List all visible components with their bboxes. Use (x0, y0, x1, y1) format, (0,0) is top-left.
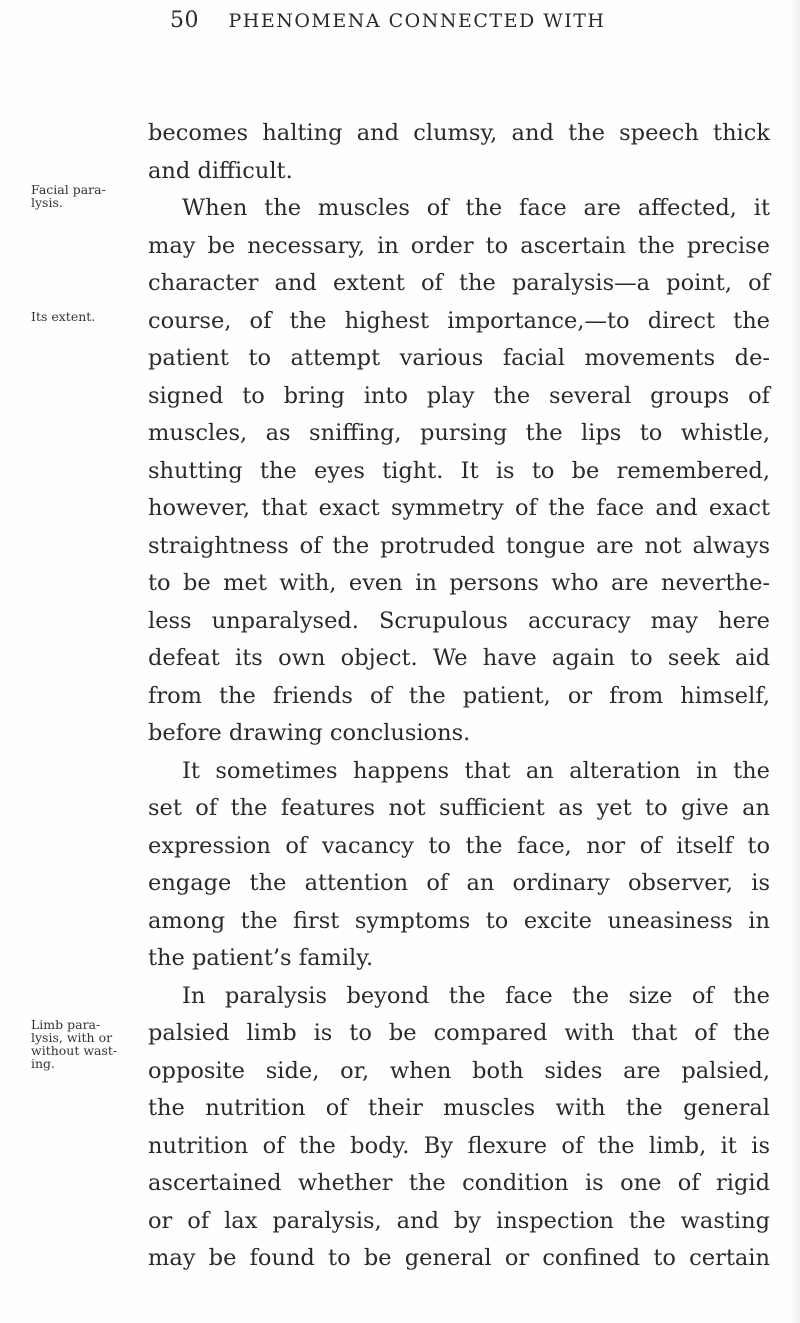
text-line: the nutrition of their muscles with the general (148, 1095, 770, 1121)
text-line: from the friends of the patient, or from himself, (148, 682, 770, 709)
margin-note-limb-paralysis (31, 1018, 149, 1070)
margin-note-its-extent (31, 310, 149, 323)
text-line: however, that exact symmetry of the face and exact (148, 495, 770, 521)
text-line: the patient’s family. (148, 945, 374, 971)
margin-note-line: lysis. (31, 195, 63, 210)
text-line: course, of the highest importance,—to direct the (148, 307, 770, 334)
text-line: shutting the eyes tight. It is to be remembered, (148, 457, 770, 484)
text-line: to be met with, even in persons who are neverthe- (148, 570, 770, 596)
margin-note-facial-paralysis (31, 183, 149, 209)
text-line: In paralysis beyond the face the size of the (182, 982, 770, 1009)
text-line: defeat its own object. We have again to seek aid (148, 645, 770, 671)
text-line: palsied limb is to be compared with that of the (148, 1020, 770, 1046)
text-line: ascertained whether the condition is one of rigid (148, 1170, 770, 1196)
text-line: opposite side, or, when both sides are palsied, (148, 1057, 770, 1084)
text-line: may be found to be general or confined to certain (148, 1245, 770, 1271)
body-text (148, 115, 770, 1278)
margin-note-line: Limb para- (31, 1017, 101, 1032)
margin-note-line: Facial para- (31, 182, 106, 197)
running-title: PHENOMENA CONNECTED WITH (228, 10, 606, 32)
text-line: It sometimes happens that an alteration in the (182, 757, 770, 784)
text-line: muscles, as sniffing, pursing the lips to whistle, (148, 420, 770, 446)
text-line: signed to bring into play the several groups of (148, 382, 770, 409)
text-line: engage the attention of an ordinary observer, is (148, 870, 770, 896)
text-line: or of lax paralysis, and by inspection the wasting (148, 1207, 770, 1234)
text-line: and difficult. (148, 157, 293, 184)
text-line: set of the features not sufficient as yet to give an (148, 795, 770, 821)
text-line: may be necessary, in order to ascertain the precise (148, 232, 770, 259)
running-head (170, 8, 606, 33)
margin-note-line: lysis, with or (31, 1030, 113, 1045)
margin-note-line: without wast- (31, 1043, 118, 1058)
page-number: 50 (170, 8, 199, 33)
text-line: before drawing conclusions. (148, 720, 471, 746)
text-line: patient to attempt various facial movements de- (148, 345, 770, 371)
text-line: among the first symptoms to excite uneasiness in (148, 907, 770, 934)
text-line: character and extent of the paralysis—a point, of (148, 270, 770, 296)
text-line: nutrition of the body. By flexure of the limb, it is (148, 1132, 770, 1159)
text-line: becomes halting and clumsy, and the speech thick (148, 120, 770, 146)
text-line: less unparalysed. Scrupulous accuracy may here (148, 607, 770, 634)
text-line: When the muscles of the face are affected, it (182, 195, 770, 221)
margin-note-line: Its extent. (31, 309, 96, 324)
margin-note-line: ing. (31, 1056, 56, 1071)
text-line: expression of vacancy to the face, nor of itself to (148, 832, 770, 859)
page-edge-shadow (790, 0, 800, 1323)
text-line: straightness of the protruded tongue are not always (148, 532, 770, 559)
